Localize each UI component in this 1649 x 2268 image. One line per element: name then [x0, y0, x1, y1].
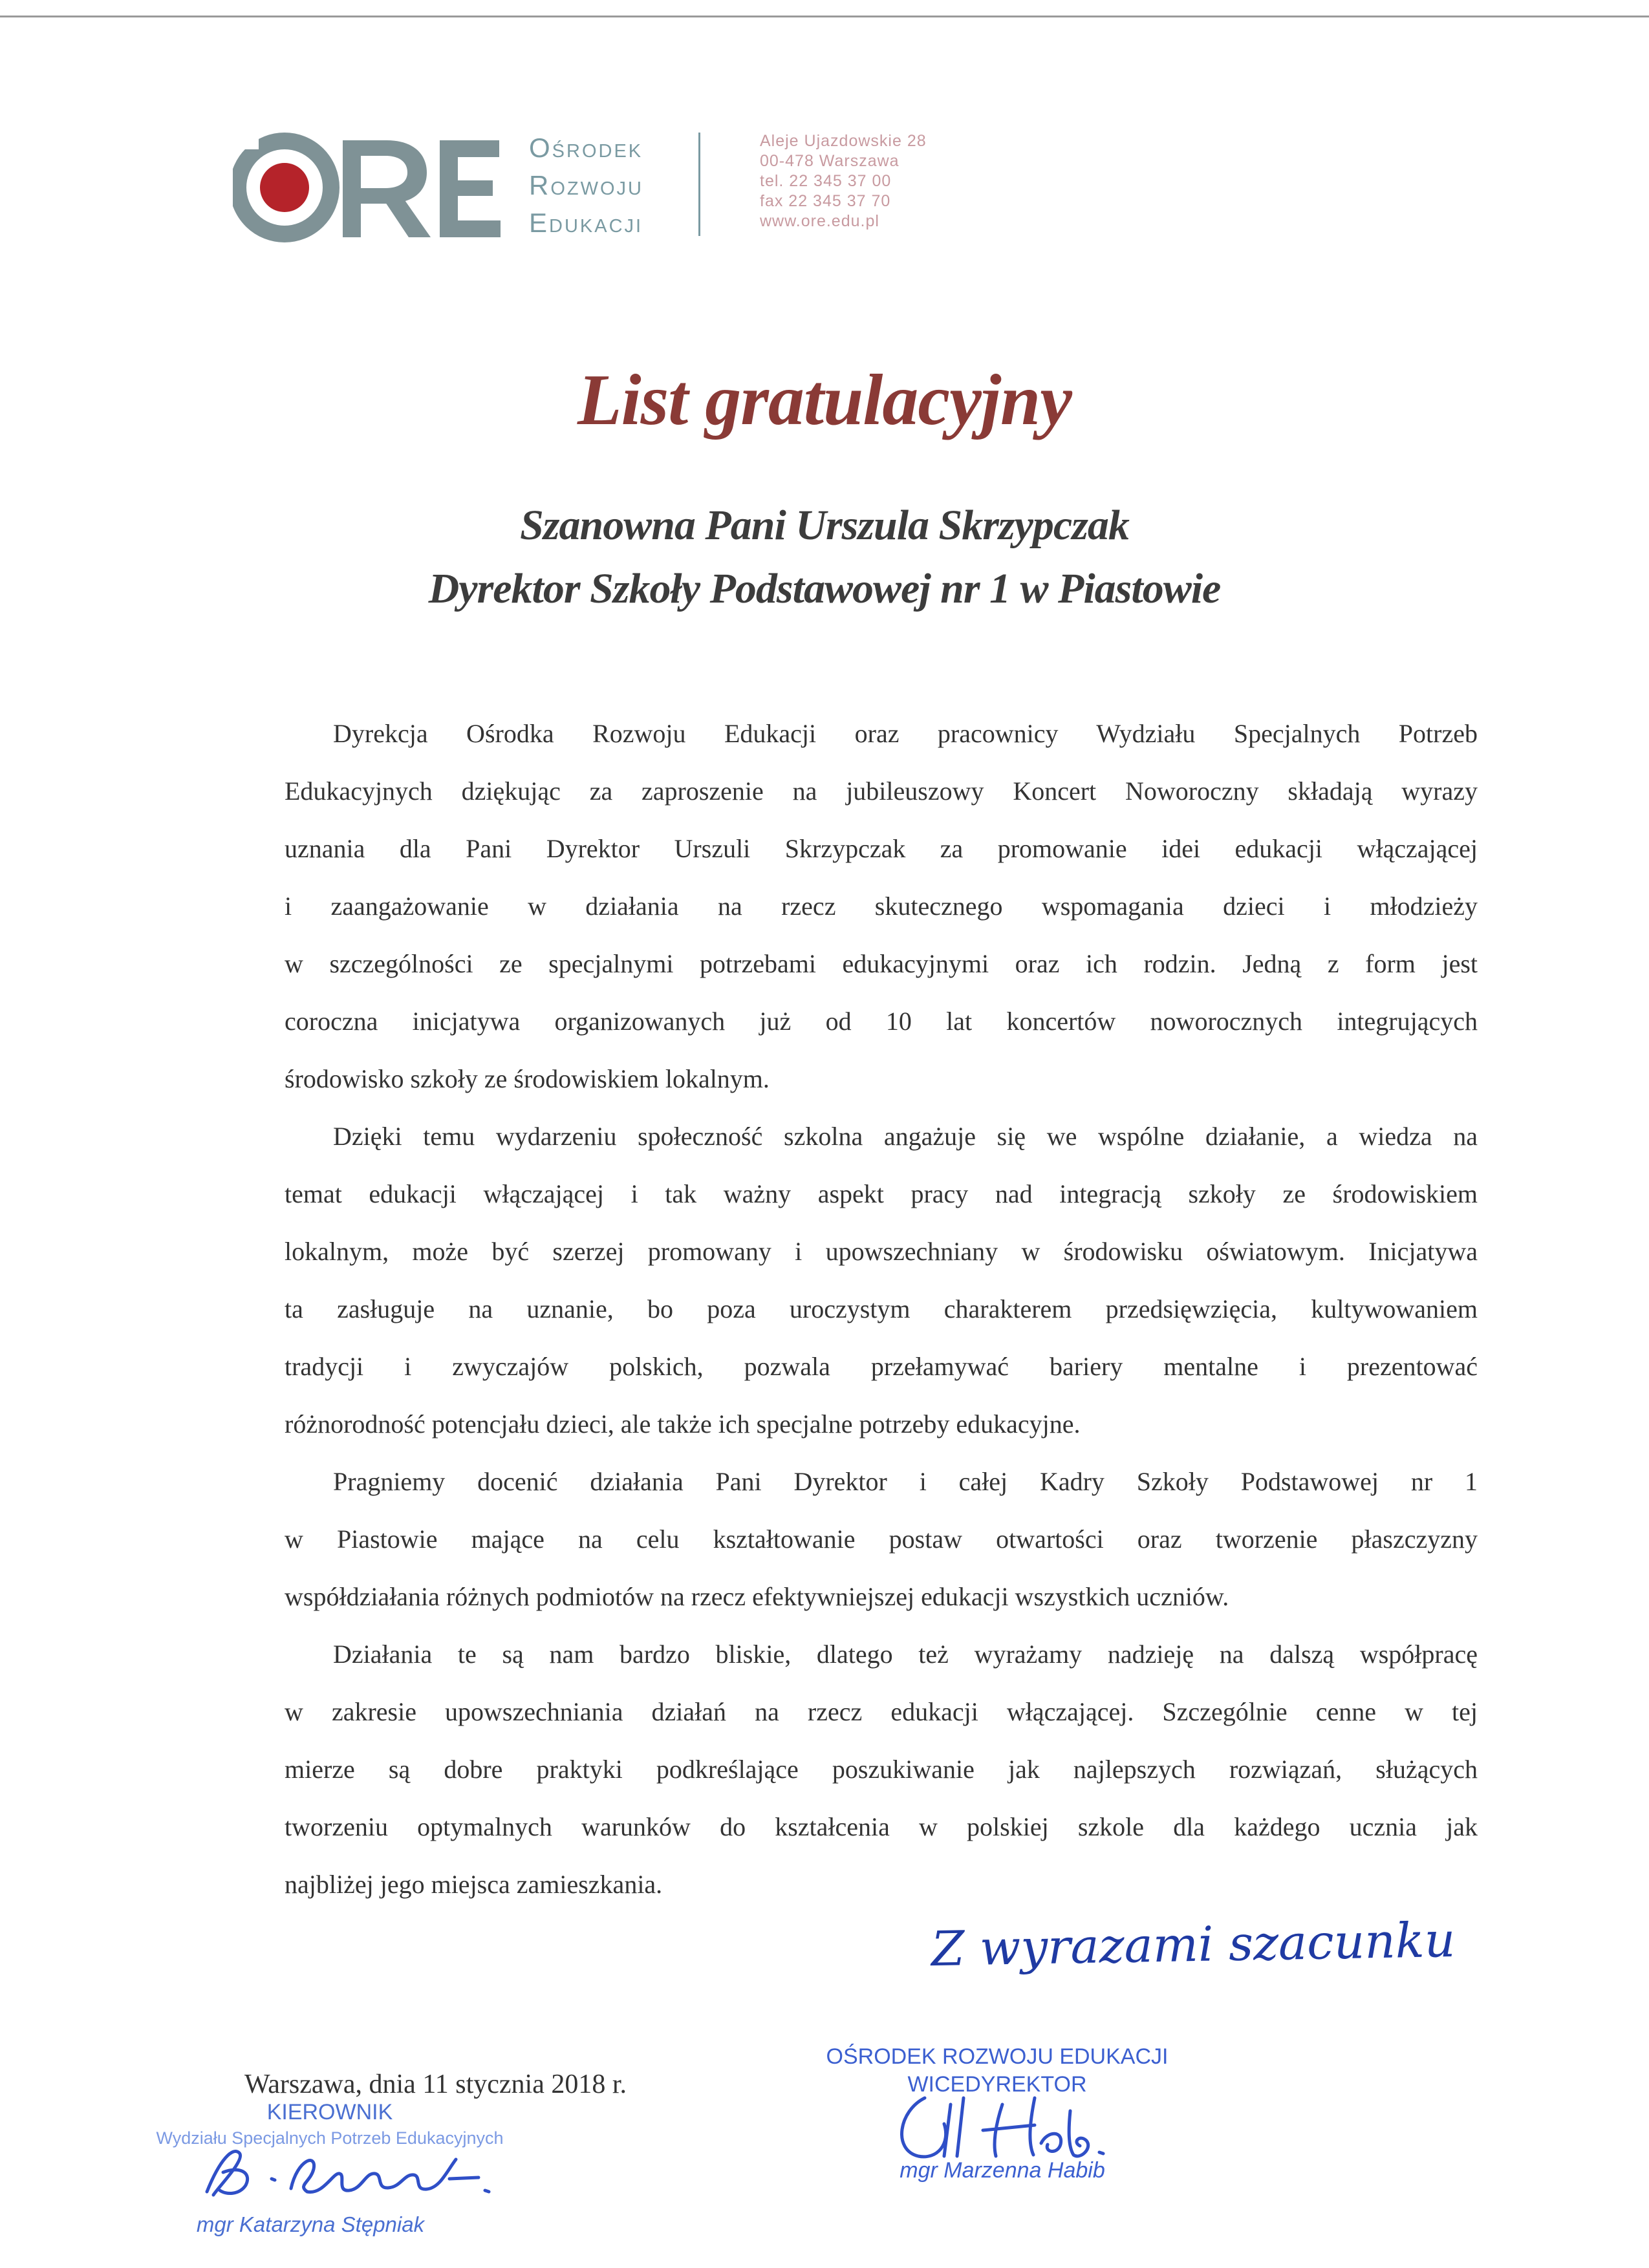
signature-right-icon — [886, 2085, 1132, 2169]
stamp-left-department: Wydziału Specjalnych Potrzeb Edukacyjnych — [156, 2128, 504, 2148]
ore-logo-letters — [343, 140, 501, 237]
stamp-right-role: WICEDYREKTOR — [907, 2072, 1087, 2097]
body-line: Działania te są nam bardzo bliskie, dlatego też wyrażamy nadzieję na dalszą współpracę — [333, 1640, 1478, 1669]
page-top-rule — [0, 16, 1649, 17]
body-line: w szczególności ze specjalnymi potrzebami edukacyjnymi oraz ich rodzin. Jedną z form jest — [285, 949, 1478, 978]
body-line: współdziałania różnych podmiotów na rzecz efektywniejszej edukacji wszystkich uczniów. — [285, 1582, 1229, 1611]
document-title: List gratulacyjny — [577, 360, 1072, 440]
body-line: mierze są dobre praktyki podkreślające poszukiwanie jak najlepszych rozwiązań, służących — [285, 1755, 1478, 1784]
body-line: tworzeniu optymalnych warunków do kształcenia w polskiej szkole dla każdego ucznia jak — [285, 1812, 1478, 1841]
stamp-right-name: mgr Marzenna Habib — [900, 2158, 1105, 2183]
ore-logo-icon — [233, 126, 504, 249]
body-line: Edukacyjnych dziękując za zaproszenie na jubileuszowy Koncert Noworoczny składają wyrazy — [285, 776, 1478, 806]
org-name — [529, 129, 643, 242]
body-line: Dzięki temu wydarzeniu społeczność szkolna angażuje się we wspólne działanie, a wiedza na — [333, 1122, 1478, 1151]
address-city: 00-478 Warszawa — [760, 152, 900, 170]
body-line: i zaangażowanie w działania na rzecz skutecznego wspomagania dzieci i młodzieży — [285, 892, 1478, 921]
place-and-date: Warszawa, dnia 11 stycznia 2018 r. — [244, 2070, 627, 2099]
body-line: temat edukacji włączającej i tak ważny aspekt pracy nad integracją szkoły ze środowiskiem — [285, 1179, 1478, 1208]
body-line: lokalnym, może być szerzej promowany i upowszechniany w środowisku oświatowym. Inicjatywa — [285, 1237, 1478, 1266]
body-line: w zakresie upowszechniania działań na rzecz edukacji włączającej. Szczególnie cenne w tej — [285, 1697, 1478, 1726]
body-line: różnorodność potencjału dzieci, ale także ich specjalne potrzeby edukacyjne. — [285, 1409, 1081, 1439]
letterhead-divider — [698, 133, 700, 236]
body-line: uznania dla Pani Dyrektor Urszuli Skrzypczak za promowanie idei edukacji włączającej — [285, 834, 1478, 863]
body-line: Dyrekcja Ośrodka Rozwoju Edukacji oraz pracownicy Wydziału Specjalnych Potrzeb — [333, 719, 1478, 748]
body-line: ta zasługuje na uznanie, bo poza uroczystym charakterem przedsięwzięcia, kultywowaniem — [285, 1294, 1478, 1323]
letter-body — [285, 705, 1478, 1913]
stamp-right-organization: OŚRODEK ROZWOJU EDUKACJI — [826, 2044, 1169, 2069]
address-phone: tel. 22 345 37 00 — [760, 172, 892, 190]
address-website: www.ore.edu.pl — [760, 212, 879, 230]
org-name-line-3: Edukacji — [529, 208, 643, 238]
body-line: środowisko szkoły ze środowiskiem lokalnym. — [285, 1064, 770, 1093]
body-line: Pragniemy docenić działania Pani Dyrektor i całej Kadry Szkoły Podstawowej nr 1 — [333, 1467, 1478, 1496]
stamp-left-name: mgr Katarzyna Stępniak — [196, 2212, 425, 2236]
recipient-name: Szanowna Pani Urszula Skrzypczak — [520, 502, 1129, 549]
closing-handwritten: Z wyrazami szacunku — [931, 1912, 1456, 1978]
signature-left-icon — [194, 2134, 504, 2211]
address-fax: fax 22 345 37 70 — [760, 192, 891, 210]
org-name-line-1: Ośrodek — [529, 133, 643, 163]
body-line: w Piastowie mające na celu kształtowanie postaw otwartości oraz tworzenie płaszczyzny — [285, 1524, 1478, 1554]
address-block — [760, 131, 927, 231]
address-street: Aleje Ujazdowskie 28 — [760, 132, 927, 150]
body-line: najbliżej jego miejsca zamieszkania. — [285, 1870, 663, 1899]
recipient-position: Dyrektor Szkoły Podstawowej nr 1 w Piastowie — [428, 565, 1221, 612]
org-name-line-2: Rozwoju — [529, 170, 643, 200]
body-line: tradycji i zwyczajów polskich, pozwala przełamywać bariery mentalne i prezentować — [285, 1352, 1478, 1381]
body-line: coroczna inicjatywa organizowanych już od 10 lat koncertów noworocznych integrujących — [285, 1007, 1478, 1036]
stamp-left-title: KIEROWNIK — [266, 2100, 393, 2124]
